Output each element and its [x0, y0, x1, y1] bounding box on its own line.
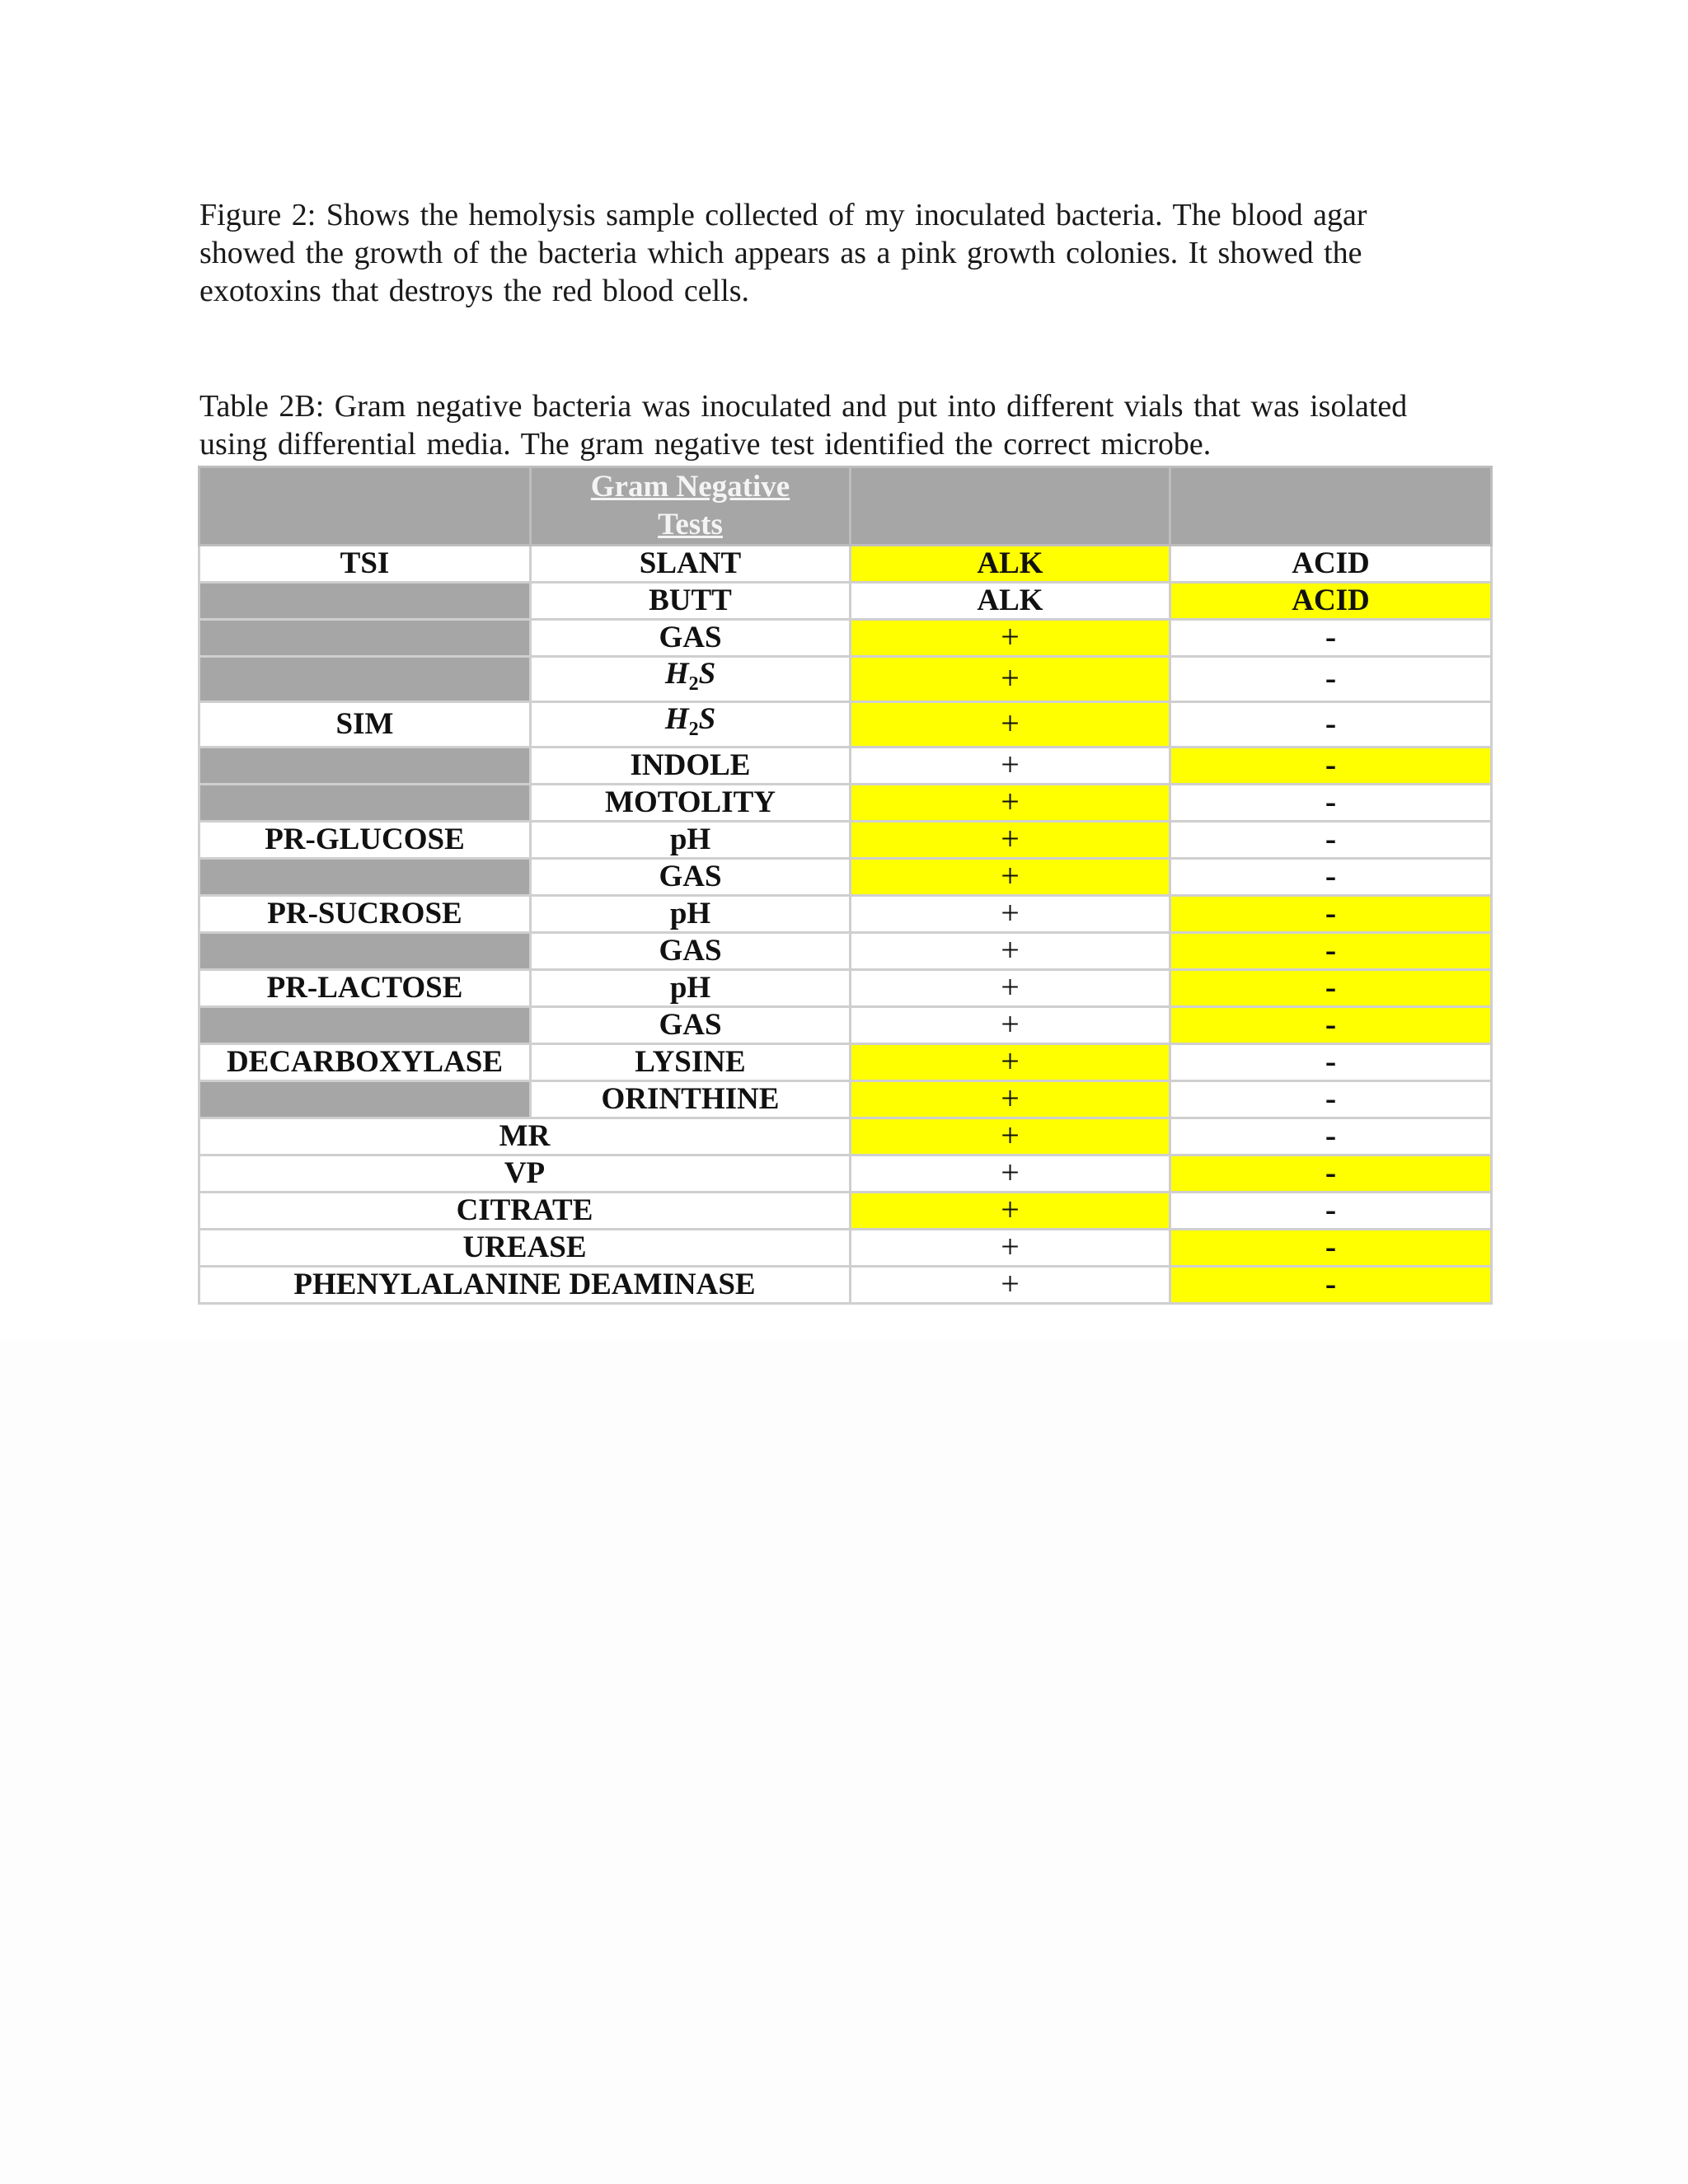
table-row: [199, 1267, 1492, 1304]
negative-result-cell: [1170, 1007, 1492, 1044]
table-row: [199, 896, 1492, 933]
negative-result-cell: [1170, 1155, 1492, 1193]
negative-result-cell: [1170, 583, 1492, 620]
table-2b-caption: [199, 387, 1452, 463]
table-title: [591, 468, 790, 544]
positive-result-value: ALK: [977, 546, 1043, 580]
test-cell: [531, 702, 851, 748]
positive-result-cell: [851, 970, 1170, 1007]
positive-result-value: +: [1001, 1118, 1020, 1154]
negative-result-value: -: [1325, 1043, 1337, 1080]
test-cell: INDOLE: [531, 748, 851, 785]
medium-cell: TSI: [199, 546, 531, 583]
negative-result-value: -: [1325, 619, 1337, 655]
caption-line: using differential media. The gram negative test identified the correct microbe.: [199, 427, 1212, 462]
negative-result-cell: [1170, 702, 1492, 748]
positive-result-cell: [851, 1081, 1170, 1118]
medium-cell: [199, 657, 531, 702]
positive-result-cell: [851, 896, 1170, 933]
table-row: [199, 1230, 1492, 1267]
table-row: [199, 1118, 1492, 1155]
table-row: [199, 546, 1492, 583]
negative-result-cell: [1170, 620, 1492, 657]
medium-cell: PR-GLUCOSE: [199, 822, 531, 859]
negative-result-value: -: [1325, 858, 1337, 894]
negative-result-cell: [1170, 822, 1492, 859]
negative-result-cell: [1170, 748, 1492, 785]
positive-result-cell: [851, 822, 1170, 859]
medium-cell: PR-LACTOSE: [199, 970, 531, 1007]
caption-line: exotoxins that destroys the red blood cells.: [199, 274, 750, 308]
positive-result-cell: [851, 546, 1170, 583]
formula-tail: S: [698, 657, 716, 691]
negative-result-value: -: [1325, 821, 1337, 857]
header-title-cell: [531, 467, 851, 546]
test-cell: GAS: [531, 933, 851, 970]
header-cell: [1170, 467, 1492, 546]
test-name-cell: PHENYLALANINE DEAMINASE: [199, 1267, 851, 1304]
table-row: [199, 657, 1492, 702]
table-row: [199, 1044, 1492, 1081]
table-row: [199, 1193, 1492, 1230]
test-cell: pH: [531, 970, 851, 1007]
test-cell: LYSINE: [531, 1044, 851, 1081]
page-background-lower: [0, 1339, 1688, 2184]
table-row: [199, 702, 1492, 748]
medium-cell: [199, 1007, 531, 1044]
medium-cell: SIM: [199, 702, 531, 748]
positive-result-cell: [851, 583, 1170, 620]
negative-result-cell: [1170, 1193, 1492, 1230]
negative-result-cell: [1170, 859, 1492, 896]
medium-cell: [199, 583, 531, 620]
negative-result-value: -: [1325, 1192, 1337, 1228]
medium-cell: [199, 859, 531, 896]
medium-cell: PR-SUCROSE: [199, 896, 531, 933]
positive-result-value: +: [1001, 969, 1020, 1005]
test-cell: GAS: [531, 620, 851, 657]
medium-cell: [199, 1081, 531, 1118]
test-cell: pH: [531, 822, 851, 859]
test-name-cell: MR: [199, 1118, 851, 1155]
test-cell: pH: [531, 896, 851, 933]
medium-cell: [199, 933, 531, 970]
negative-result-value: -: [1325, 932, 1337, 968]
positive-result-cell: [851, 1155, 1170, 1193]
positive-result-value: +: [1001, 747, 1020, 783]
table-row: [199, 748, 1492, 785]
positive-result-cell: [851, 1007, 1170, 1044]
table-row: [199, 822, 1492, 859]
medium-cell: [199, 748, 531, 785]
positive-result-cell: [851, 748, 1170, 785]
positive-result-cell: [851, 1118, 1170, 1155]
test-cell: BUTT: [531, 583, 851, 620]
header-cell: [199, 467, 531, 546]
medium-cell: [199, 785, 531, 822]
negative-result-value: -: [1325, 1229, 1337, 1265]
negative-result-value: -: [1325, 784, 1337, 820]
negative-result-value: -: [1325, 1266, 1337, 1302]
negative-result-cell: [1170, 1267, 1492, 1304]
positive-result-cell: [851, 1267, 1170, 1304]
formula-main: H: [664, 657, 689, 691]
test-cell: [531, 657, 851, 702]
positive-result-value: +: [1001, 821, 1020, 857]
table-row: [199, 583, 1492, 620]
table-title-line: Tests: [658, 508, 723, 541]
negative-result-value: -: [1325, 1155, 1337, 1191]
negative-result-cell: [1170, 1081, 1492, 1118]
negative-result-cell: [1170, 1044, 1492, 1081]
table-row: [199, 1155, 1492, 1193]
negative-result-cell: [1170, 970, 1492, 1007]
positive-result-value: +: [1001, 1043, 1020, 1080]
positive-result-value: +: [1001, 705, 1020, 742]
test-cell: SLANT: [531, 546, 851, 583]
negative-result-value: -: [1325, 969, 1337, 1005]
formula-main: H: [664, 702, 689, 736]
positive-result-cell: [851, 785, 1170, 822]
gram-negative-tests-table: [198, 466, 1493, 1305]
positive-result-cell: [851, 933, 1170, 970]
positive-result-cell: [851, 620, 1170, 657]
test-name-cell: VP: [199, 1155, 851, 1193]
negative-result-cell: [1170, 1230, 1492, 1267]
medium-cell: DECARBOXYLASE: [199, 1044, 531, 1081]
negative-result-value: -: [1325, 705, 1337, 742]
negative-result-value: -: [1325, 747, 1337, 783]
header-cell: [851, 467, 1170, 546]
positive-result-value: +: [1001, 1229, 1020, 1265]
table-title-line: Gram Negative: [590, 470, 790, 504]
test-cell: ORINTHINE: [531, 1081, 851, 1118]
figure-2-caption: [199, 196, 1452, 310]
negative-result-value: -: [1325, 1080, 1337, 1117]
positive-result-value: +: [1001, 932, 1020, 968]
negative-result-value: ACID: [1292, 583, 1370, 617]
table-row: [199, 1081, 1492, 1118]
table-row: [199, 785, 1492, 822]
test-cell: GAS: [531, 1007, 851, 1044]
negative-result-cell: [1170, 657, 1492, 702]
negative-result-cell: [1170, 546, 1492, 583]
positive-result-value: ALK: [977, 583, 1043, 617]
negative-result-value: -: [1325, 1118, 1337, 1154]
negative-result-value: ACID: [1292, 546, 1370, 580]
negative-result-cell: [1170, 933, 1492, 970]
positive-result-value: +: [1001, 858, 1020, 894]
table-row: [199, 1007, 1492, 1044]
table-row: [199, 933, 1492, 970]
negative-result-value: -: [1325, 895, 1337, 931]
caption-line: Table 2B: Gram negative bacteria was inoculated and put into different vials that was isolated: [199, 389, 1408, 424]
caption-line: showed the growth of the bacteria which appears as a pink growth colonies. It showed the: [199, 236, 1362, 270]
negative-result-cell: [1170, 1118, 1492, 1155]
positive-result-value: +: [1001, 619, 1020, 655]
positive-result-cell: [851, 1193, 1170, 1230]
formula-subscript: 2: [688, 673, 699, 695]
test-cell: GAS: [531, 859, 851, 896]
positive-result-value: +: [1001, 1155, 1020, 1191]
test-name-cell: CITRATE: [199, 1193, 851, 1230]
negative-result-value: -: [1325, 1006, 1337, 1043]
medium-cell: [199, 620, 531, 657]
table-row: [199, 859, 1492, 896]
caption-line: Figure 2: Shows the hemolysis sample collected of my inoculated bacteria. The blood agar: [199, 198, 1367, 232]
positive-result-cell: [851, 1044, 1170, 1081]
positive-result-value: +: [1001, 1192, 1020, 1228]
table-header-row: [199, 467, 1492, 546]
positive-result-value: +: [1001, 1006, 1020, 1043]
positive-result-cell: [851, 1230, 1170, 1267]
positive-result-cell: [851, 657, 1170, 702]
positive-result-value: +: [1001, 784, 1020, 820]
positive-result-value: +: [1001, 1080, 1020, 1117]
negative-result-value: -: [1325, 659, 1337, 696]
positive-result-value: +: [1001, 659, 1020, 696]
positive-result-value: +: [1001, 895, 1020, 931]
negative-result-cell: [1170, 785, 1492, 822]
positive-result-cell: [851, 859, 1170, 896]
positive-result-cell: [851, 702, 1170, 748]
table-row: [199, 970, 1492, 1007]
test-name-cell: UREASE: [199, 1230, 851, 1267]
positive-result-value: +: [1001, 1266, 1020, 1302]
formula-subscript: 2: [688, 719, 699, 740]
table-row: [199, 620, 1492, 657]
negative-result-cell: [1170, 896, 1492, 933]
test-cell: MOTOLITY: [531, 785, 851, 822]
formula-tail: S: [698, 702, 716, 736]
